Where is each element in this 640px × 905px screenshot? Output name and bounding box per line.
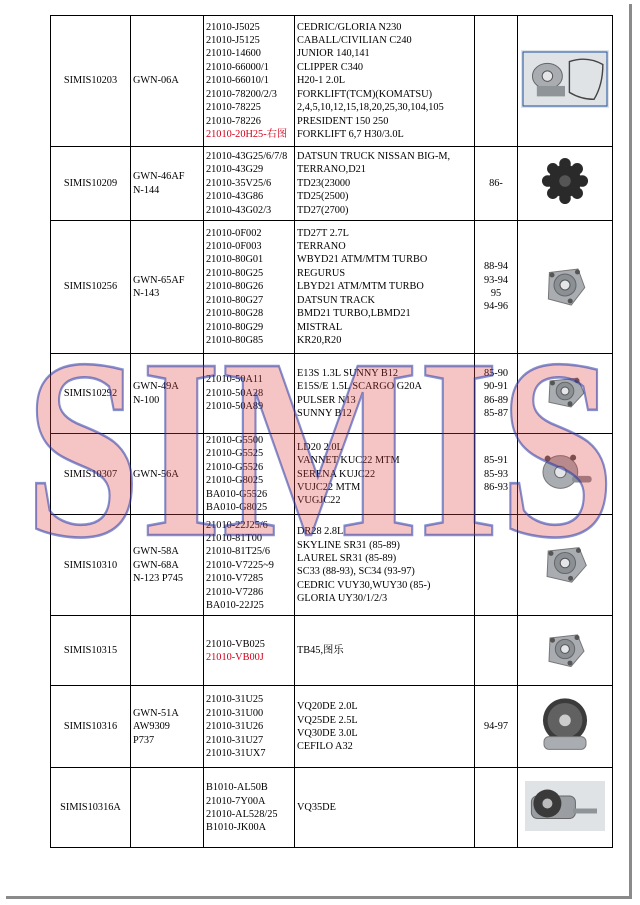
text-line: GWN-49A bbox=[133, 381, 179, 393]
text-line: JUNIOR 140,141 bbox=[297, 48, 370, 60]
water-pump-icon bbox=[540, 663, 590, 674]
text-line: 21010-80G27 bbox=[206, 294, 264, 306]
pump-image-cell bbox=[518, 434, 613, 515]
text-line: 21010-V7285 bbox=[206, 573, 264, 585]
text-line: 90-91 bbox=[483, 381, 509, 393]
text-line: KR20,R20 bbox=[297, 334, 342, 346]
text-line: 21010-31U00 bbox=[206, 707, 264, 719]
application-cell bbox=[295, 515, 475, 616]
text-line: REGURUS bbox=[297, 267, 346, 279]
text-line: 21010-80G25 bbox=[206, 267, 264, 279]
water-pump-icon bbox=[540, 403, 590, 414]
text-line: CEDRIC VUY30,WUY30 (85-) bbox=[297, 579, 431, 591]
text-line: BA010-22J25 bbox=[206, 599, 264, 611]
table-row bbox=[51, 616, 613, 686]
pump-image-cell bbox=[518, 16, 613, 147]
product-code: SIMIS10203 bbox=[63, 75, 118, 87]
pump-image-cell bbox=[518, 616, 613, 686]
text-line: 21010-14600 bbox=[206, 48, 261, 60]
text-line: 21010-0F002 bbox=[206, 227, 262, 239]
table-row bbox=[51, 515, 613, 616]
text-line: SKYLINE SR31 (85-89) bbox=[297, 539, 400, 551]
text-line: N-143 bbox=[133, 288, 160, 299]
text-line: 21010-V7286 bbox=[206, 586, 264, 598]
years-cell bbox=[475, 616, 518, 686]
text-line: 21010-78200/2/3 bbox=[206, 88, 277, 100]
pump-image-cell bbox=[518, 147, 613, 221]
product-code-cell bbox=[51, 16, 131, 147]
product-code: SIMIS10209 bbox=[63, 177, 118, 189]
text-line: 21010-VB00J bbox=[206, 651, 264, 663]
text-line: 21010-VB025 bbox=[206, 638, 265, 650]
text-line: SERENA KUJC22 bbox=[297, 468, 376, 480]
text-line: BA010-G8025 bbox=[206, 502, 268, 514]
years-cell bbox=[475, 354, 518, 434]
text-line: 85-91 bbox=[483, 455, 509, 467]
text-line: VUJC22 MTM bbox=[297, 481, 361, 493]
application-cell bbox=[295, 221, 475, 354]
text-line: 21010-V7225~9 bbox=[206, 559, 274, 571]
text-line: 21010-80G29 bbox=[206, 321, 264, 333]
water-pump-icon bbox=[537, 579, 593, 590]
text-line: 21010-78225 bbox=[206, 102, 261, 114]
table-row bbox=[51, 434, 613, 515]
years-cell bbox=[475, 16, 518, 147]
text-line: DR28 2.8L bbox=[297, 526, 344, 538]
text-line: 94-96 bbox=[483, 301, 509, 313]
years-cell bbox=[475, 515, 518, 616]
water-pump-icon bbox=[521, 100, 609, 111]
text-line: 21010-43G86 bbox=[206, 191, 264, 203]
product-code-cell bbox=[51, 616, 131, 686]
text-line: 21010-80G01 bbox=[206, 254, 264, 266]
gwn-reference-cell bbox=[131, 221, 204, 354]
text-line: BA010-G5526 bbox=[206, 488, 268, 500]
oem-numbers-cell bbox=[204, 768, 295, 848]
text-line: CEFILO A32 bbox=[297, 741, 353, 753]
text-line: B1010-JK00A bbox=[206, 822, 267, 834]
text-line: TERRANO,D21 bbox=[297, 164, 366, 176]
text-line: WBYD21 ATM/MTM TURBO bbox=[297, 254, 428, 266]
text-line: FORKLIFT(TCM)(KOMATSU) bbox=[297, 88, 433, 100]
table-row bbox=[51, 147, 613, 221]
text-line: 21010-81T25/6 bbox=[206, 546, 271, 558]
text-line: GWN-65AF bbox=[133, 274, 185, 286]
years-cell bbox=[475, 686, 518, 768]
text-line: 21010-66000/1 bbox=[206, 61, 269, 73]
table-row bbox=[51, 768, 613, 848]
water-pump-icon bbox=[539, 302, 591, 313]
gwn-reference-cell bbox=[131, 354, 204, 434]
text-line: VQ20DE 2.0L bbox=[297, 701, 358, 713]
text-line: GWN-51A bbox=[133, 707, 179, 719]
text-line: 21010-43G02/3 bbox=[206, 204, 272, 216]
text-line: LD20 2.0L bbox=[297, 441, 343, 453]
text-line: 21010-J5125 bbox=[206, 35, 260, 47]
text-line: MISTRAL bbox=[297, 321, 343, 333]
text-line: P737 bbox=[133, 734, 155, 746]
text-line: VQ25DE 2.5L bbox=[297, 714, 358, 726]
text-line: 21010-43G29 bbox=[206, 164, 264, 176]
watermark-text: SIMIS bbox=[25, 330, 615, 560]
text-line: 21010-31U27 bbox=[206, 734, 264, 746]
text-line: GLORIA UY30/1/2/3 bbox=[297, 593, 388, 605]
product-code: SIMIS10316 bbox=[63, 721, 118, 733]
gwn-reference-cell bbox=[131, 616, 204, 686]
text-line: E13S 1.3L SUNNY B12 bbox=[297, 367, 399, 379]
water-pump-icon bbox=[525, 823, 605, 834]
text-line: SUNNY B12 bbox=[297, 407, 352, 419]
text-line: 93-94 bbox=[483, 274, 509, 286]
text-line: 21010-0F003 bbox=[206, 241, 262, 253]
years-cell bbox=[475, 768, 518, 848]
product-code: SIMIS10310 bbox=[63, 559, 118, 571]
product-code-cell bbox=[51, 768, 131, 848]
text-line: 2,4,5,10,12,15,18,20,25,30,104,105 bbox=[297, 102, 444, 114]
text-line: B1010-AL50B bbox=[206, 782, 268, 794]
product-code-cell bbox=[51, 434, 131, 515]
oem-numbers-cell bbox=[204, 354, 295, 434]
product-code-cell bbox=[51, 147, 131, 221]
text-line: GWN-58A bbox=[133, 546, 179, 558]
text-line: PULSER N13 bbox=[297, 394, 356, 406]
text-line: 21010-80G28 bbox=[206, 308, 264, 320]
application-cell bbox=[295, 354, 475, 434]
text-line: TERRANO bbox=[297, 241, 346, 253]
water-pump-catalog-table bbox=[50, 15, 613, 848]
text-line: GWN-56A bbox=[133, 468, 179, 480]
text-line: SC33 (88-93), SC34 (93-97) bbox=[297, 566, 415, 578]
text-line: TB45,图乐 bbox=[297, 645, 344, 657]
application-cell bbox=[295, 434, 475, 515]
pump-image-cell bbox=[518, 221, 613, 354]
text-line: PRESIDENT 150 250 bbox=[297, 115, 389, 127]
gwn-reference-cell bbox=[131, 16, 204, 147]
text-line: TD25(2500) bbox=[297, 191, 349, 203]
oem-numbers-cell bbox=[204, 434, 295, 515]
text-line: CLIPPER C340 bbox=[297, 61, 364, 73]
application-cell bbox=[295, 768, 475, 848]
text-line: 21010-50A11 bbox=[206, 374, 263, 386]
oem-numbers-cell bbox=[204, 16, 295, 147]
text-line: 21010-20H25-右图 bbox=[206, 128, 288, 140]
text-line: FORKLIFT 6,7 H30/3.0L bbox=[297, 128, 404, 140]
product-code-cell bbox=[51, 354, 131, 434]
text-line: N-123 P745 bbox=[133, 573, 184, 585]
gwn-reference-cell bbox=[131, 147, 204, 221]
text-line: TD27(2700) bbox=[297, 204, 349, 216]
product-code: SIMIS10307 bbox=[63, 468, 118, 480]
years-cell bbox=[475, 221, 518, 354]
text-line: 21010-31U26 bbox=[206, 721, 264, 733]
text-line: CABALL/CIVILIAN C240 bbox=[297, 35, 412, 47]
text-line: 21010-22J25/6 bbox=[206, 519, 268, 531]
oem-numbers-cell bbox=[204, 616, 295, 686]
product-code: SIMIS10292 bbox=[63, 387, 118, 399]
product-code: SIMIS10256 bbox=[63, 281, 118, 293]
text-line: 21010-G5526 bbox=[206, 461, 264, 473]
text-line: 21010-AL528/25 bbox=[206, 808, 278, 820]
water-pump-icon bbox=[535, 746, 595, 757]
text-line: TD23(23000 bbox=[297, 177, 351, 189]
product-code-cell bbox=[51, 686, 131, 768]
water-pump-icon bbox=[541, 197, 589, 208]
text-line: 21010-G8025 bbox=[206, 475, 264, 487]
application-cell bbox=[295, 616, 475, 686]
text-line: H20-1 2.0L bbox=[297, 75, 346, 87]
text-line: 21010-81T00 bbox=[206, 532, 263, 544]
text-line: N-144 bbox=[133, 184, 160, 196]
text-line: 85-93 bbox=[483, 468, 509, 480]
pump-image-cell bbox=[518, 515, 613, 616]
text-line: 21010-43G25/6/7/8 bbox=[206, 150, 288, 162]
text-line: 85-90 bbox=[483, 367, 509, 379]
text-line: 21010-31UX7 bbox=[206, 748, 266, 760]
table-row bbox=[51, 16, 613, 147]
text-line: GWN-06A bbox=[133, 75, 179, 87]
text-line: LAUREL SR31 (85-89) bbox=[297, 553, 397, 565]
product-code: SIMIS10315 bbox=[63, 645, 118, 657]
text-line: 21010-31U25 bbox=[206, 694, 264, 706]
oem-numbers-cell bbox=[204, 147, 295, 221]
pump-image-cell bbox=[518, 768, 613, 848]
text-line: GWN-68A bbox=[133, 559, 179, 571]
oem-numbers-cell bbox=[204, 221, 295, 354]
text-line: VANNET KUC22 MTM bbox=[297, 455, 400, 467]
product-code-cell bbox=[51, 221, 131, 354]
application-cell bbox=[295, 147, 475, 221]
text-line: 21010-35V25/6 bbox=[206, 177, 272, 189]
years-cell bbox=[475, 147, 518, 221]
text-line: 21010-50A28 bbox=[206, 387, 264, 399]
text-line: VQ35DE bbox=[297, 802, 336, 814]
oem-numbers-cell bbox=[204, 686, 295, 768]
pump-image-cell bbox=[518, 354, 613, 434]
table-row bbox=[51, 221, 613, 354]
text-line: CEDRIC/GLORIA N230 bbox=[297, 21, 402, 33]
oem-numbers-cell bbox=[204, 515, 295, 616]
text-line: 21010-78226 bbox=[206, 115, 261, 127]
product-code: SIMIS10316A bbox=[60, 802, 121, 814]
pump-image-cell bbox=[518, 686, 613, 768]
table-row bbox=[51, 354, 613, 434]
gwn-reference-cell bbox=[131, 686, 204, 768]
text-line: 21010-66010/1 bbox=[206, 75, 269, 87]
text-line: VUGJC22 bbox=[297, 495, 341, 507]
text-line: 86-89 bbox=[483, 394, 509, 406]
text-line: 21010-G5525 bbox=[206, 448, 264, 460]
product-code-cell bbox=[51, 515, 131, 616]
application-cell bbox=[295, 16, 475, 147]
text-line: 86- bbox=[489, 177, 503, 189]
text-line: 95 bbox=[490, 288, 502, 299]
text-line: 94-97 bbox=[483, 721, 509, 733]
text-line: 21010-80G85 bbox=[206, 334, 264, 346]
text-line: DATSUN TRUCK NISSAN BIG-M, bbox=[297, 150, 451, 162]
text-line: LBYD21 ATM/MTM TURBO bbox=[297, 281, 424, 293]
water-pump-icon bbox=[536, 488, 594, 499]
text-line: BMD21 TURBO,LBMD21 bbox=[297, 308, 411, 320]
text-line: E15S/E 1.5L SCARGO G20A bbox=[297, 381, 422, 393]
text-line: TD27T 2.7L bbox=[297, 227, 349, 239]
gwn-reference-cell bbox=[131, 768, 204, 848]
text-line: 21010-50A89 bbox=[206, 401, 264, 413]
text-line: 85-87 bbox=[483, 407, 509, 419]
text-line: 21010-G5500 bbox=[206, 435, 264, 446]
text-line: 21010-80G26 bbox=[206, 281, 264, 293]
text-line: GWN-46AF bbox=[133, 171, 185, 183]
text-line: 88-94 bbox=[483, 261, 509, 273]
text-line: 86-93 bbox=[483, 481, 509, 493]
text-line: AW9309 bbox=[133, 721, 170, 733]
text-line: DATSUN TRACK bbox=[297, 294, 375, 306]
gwn-reference-cell bbox=[131, 434, 204, 515]
text-line: 21010-J5025 bbox=[206, 21, 260, 33]
application-cell bbox=[295, 686, 475, 768]
text-line: VQ30DE 3.0L bbox=[297, 727, 358, 739]
text-line: 21010-7Y00A bbox=[206, 795, 266, 807]
gwn-reference-cell bbox=[131, 515, 204, 616]
years-cell bbox=[475, 434, 518, 515]
text-line: N-100 bbox=[133, 394, 160, 406]
table-row bbox=[51, 686, 613, 768]
